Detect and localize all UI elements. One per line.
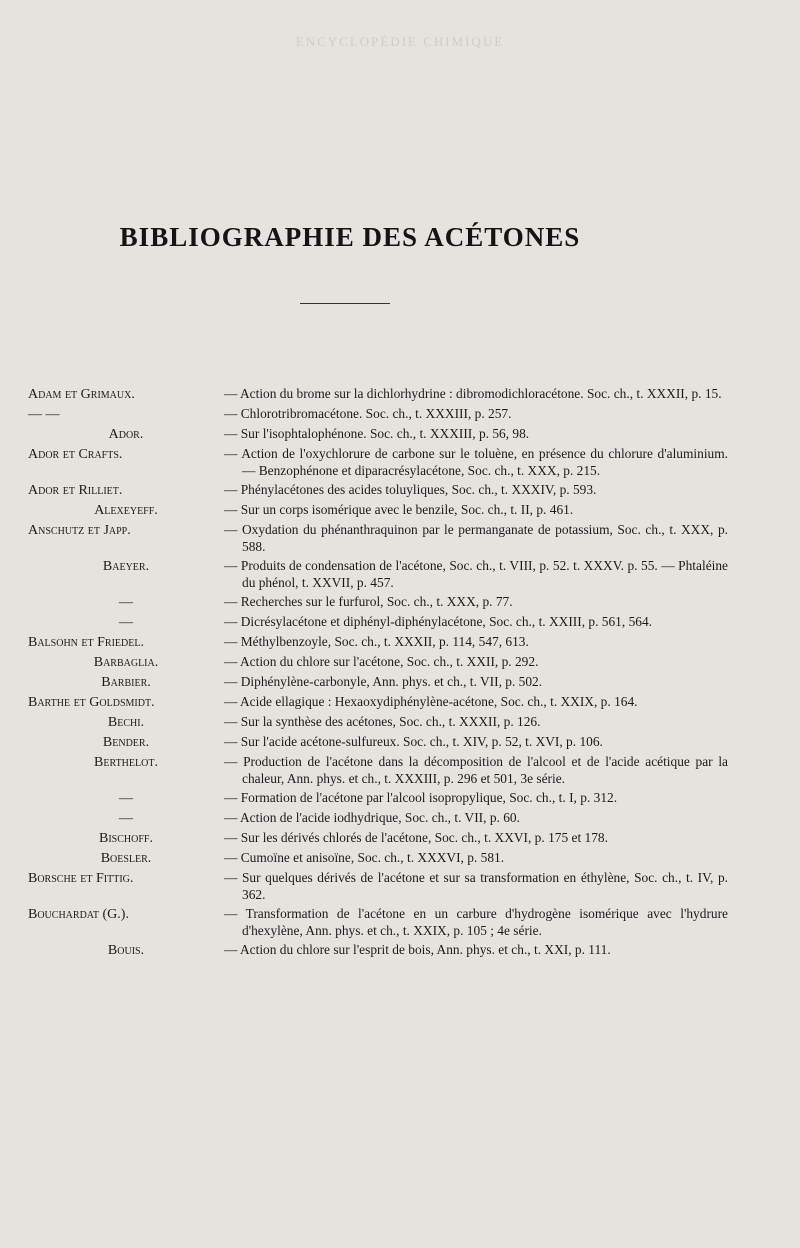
entry-author: Boesler. xyxy=(100,851,152,866)
entry-reference: — Diphénylène-carbonyle, Ann. phys. et ch., t. VII, p. 502. xyxy=(224,674,543,689)
bibliography-entry xyxy=(28,426,728,443)
entry-reference: — Recherches sur le furfurol, Soc. ch., t. XXX, p. 77. xyxy=(224,594,513,609)
bibliography-entry xyxy=(28,714,728,731)
entry-reference: — Action de l'oxychlorure de carbone sur le toluène, en présence du chlorure d'aluminium. — Benzophénone et diparacrésylacétone, Soc. ch., t. XXX, p. 215. xyxy=(224,446,728,478)
bibliography-entry xyxy=(28,502,728,519)
bibliography-entry xyxy=(28,446,728,479)
entry-reference: — Action de l'acide iodhydrique, Soc. ch., t. VII, p. 60. xyxy=(224,810,520,825)
entry-author: — xyxy=(119,791,133,806)
entry-reference: — Phénylacétones des acides toluyliques, Soc. ch., t. XXXIV, p. 593. xyxy=(224,482,597,497)
entry-author: Bechi. xyxy=(107,715,145,730)
entry-reference: — Sur la synthèse des acétones, Soc. ch., t. XXXII, p. 126. xyxy=(224,714,541,729)
bibliography-entry xyxy=(28,654,728,671)
entry-author: Barthe et Goldsmidt. xyxy=(28,695,155,710)
entry-reference: — Méthylbenzoyle, Soc. ch., t. XXXII, p. 114, 547, 613. xyxy=(224,634,529,649)
entry-author: Barbaglia. xyxy=(93,655,159,670)
entry-reference: — Sur les dérivés chlorés de l'acétone, Soc. ch., t. XXVI, p. 175 et 178. xyxy=(224,830,608,845)
bibliography-entry xyxy=(28,558,728,591)
entry-author: Ador. xyxy=(108,427,144,442)
entry-author: Anschutz et Japp. xyxy=(28,523,131,538)
bibliography-entry xyxy=(28,790,728,807)
bibliography-entry xyxy=(28,694,728,711)
bibliography-list xyxy=(28,386,728,962)
entry-author: Ador et Crafts. xyxy=(28,447,123,462)
bibliography-entry xyxy=(28,522,728,555)
entry-author: Barbier. xyxy=(101,675,151,690)
entry-author: Bouchardat (G.). xyxy=(28,907,129,922)
bibliography-entry xyxy=(28,870,728,903)
bibliography-entry xyxy=(28,850,728,867)
entry-author: Borsche et Fittig. xyxy=(28,871,134,886)
entry-author: — xyxy=(119,595,133,610)
bibliography-entry xyxy=(28,634,728,651)
entry-reference: — Oxydation du phénanthraquinon par le permanganate de potassium, Soc. ch., t. XXX, p. 588. xyxy=(224,522,728,554)
bibliography-entry xyxy=(28,942,728,959)
entry-reference: — Sur un corps isomérique avec le benzile, Soc. ch., t. II, p. 461. xyxy=(224,502,574,517)
entry-reference: — Transformation de l'acétone en un carbure d'hydrogène isomérique avec l'hydrure d'hexylène, Ann. phys. et ch., t. XXIX, p. 105 ; 4e série. xyxy=(224,906,728,938)
entry-author: Ador et Rilliet. xyxy=(28,483,123,498)
entry-reference: — Dicrésylacétone et diphényl-diphénylacétone, Soc. ch., t. XXIII, p. 561, 564. xyxy=(224,614,653,629)
bibliography-entry xyxy=(28,674,728,691)
bibliography-entry xyxy=(28,614,728,631)
entry-reference: — Sur l'acide acétone-sulfureux. Soc. ch., t. XIV, p. 52, t. XVI, p. 106. xyxy=(224,734,603,749)
entry-author: Alexeyeff. xyxy=(94,503,158,518)
running-head: ENCYCLOPÉDIE CHIMIQUE xyxy=(295,34,505,49)
bibliography-entry xyxy=(28,906,728,939)
entry-author: — xyxy=(119,811,133,826)
page-title: BIBLIOGRAPHIE DES ACÉTONES xyxy=(119,222,581,252)
entry-author: Bender. xyxy=(102,735,150,750)
title-divider xyxy=(300,303,390,304)
entry-author: — — xyxy=(28,407,60,422)
entry-reference: — Acide ellagique : Hexaoxydiphénylène-acétone, Soc. ch., t. XXIX, p. 164. xyxy=(224,694,638,709)
entry-author: Balsohn et Friedel. xyxy=(28,635,144,650)
bibliography-entry xyxy=(28,734,728,751)
entry-reference: — Sur l'isophtalophénone. Soc. ch., t. XXXIII, p. 56, 98. xyxy=(224,426,530,441)
bibliography-entry xyxy=(28,754,728,787)
entry-author: Berthelot. xyxy=(94,755,158,770)
bibliography-entry xyxy=(28,830,728,847)
entry-reference: — Action du brome sur la dichlorhydrine : dibromodichloracétone. Soc. ch., t. XXXII, p. 15. xyxy=(224,386,722,401)
bibliography-entry xyxy=(28,594,728,611)
bibliography-entry xyxy=(28,406,728,423)
entry-reference: — Produits de condensation de l'acétone, Soc. ch., t. VIII, p. 52. t. XXXV. p. 55. — Phtaléine du phénol, t. XXVII, p. 457. xyxy=(224,558,728,590)
entry-reference: — Formation de l'acétone par l'alcool isopropylique, Soc. ch., t. I, p. 312. xyxy=(224,790,618,805)
bibliography-entry xyxy=(28,386,728,403)
entry-author: Adam et Grimaux. xyxy=(28,387,135,402)
bibliography-entry xyxy=(28,482,728,499)
entry-reference: — Production de l'acétone dans la décomposition de l'alcool et de l'acide acétique par la chaleur, Ann. phys. et ch., t. XXXIII, p. 296 et 501, 3e série. xyxy=(224,754,728,786)
entry-reference: — Action du chlore sur l'acétone, Soc. ch., t. XXII, p. 292. xyxy=(224,654,539,669)
entry-author: Baeyer. xyxy=(102,559,150,574)
entry-author: Bischoff. xyxy=(99,831,153,846)
bibliography-entry xyxy=(28,810,728,827)
entry-reference: — Chlorotribromacétone. Soc. ch., t. XXXIII, p. 257. xyxy=(224,406,512,421)
entry-reference: — Action du chlore sur l'esprit de bois, Ann. phys. et ch., t. XXI, p. 111. xyxy=(224,942,611,957)
entry-author: — xyxy=(119,615,133,630)
entry-author: Bouis. xyxy=(107,943,145,958)
entry-reference: — Cumoïne et anisoïne, Soc. ch., t. XXXVI, p. 581. xyxy=(224,850,505,865)
entry-reference: — Sur quelques dérivés de l'acétone et sur sa transformation en éthylène, Soc. ch., t. IV, p. 362. xyxy=(224,870,728,902)
